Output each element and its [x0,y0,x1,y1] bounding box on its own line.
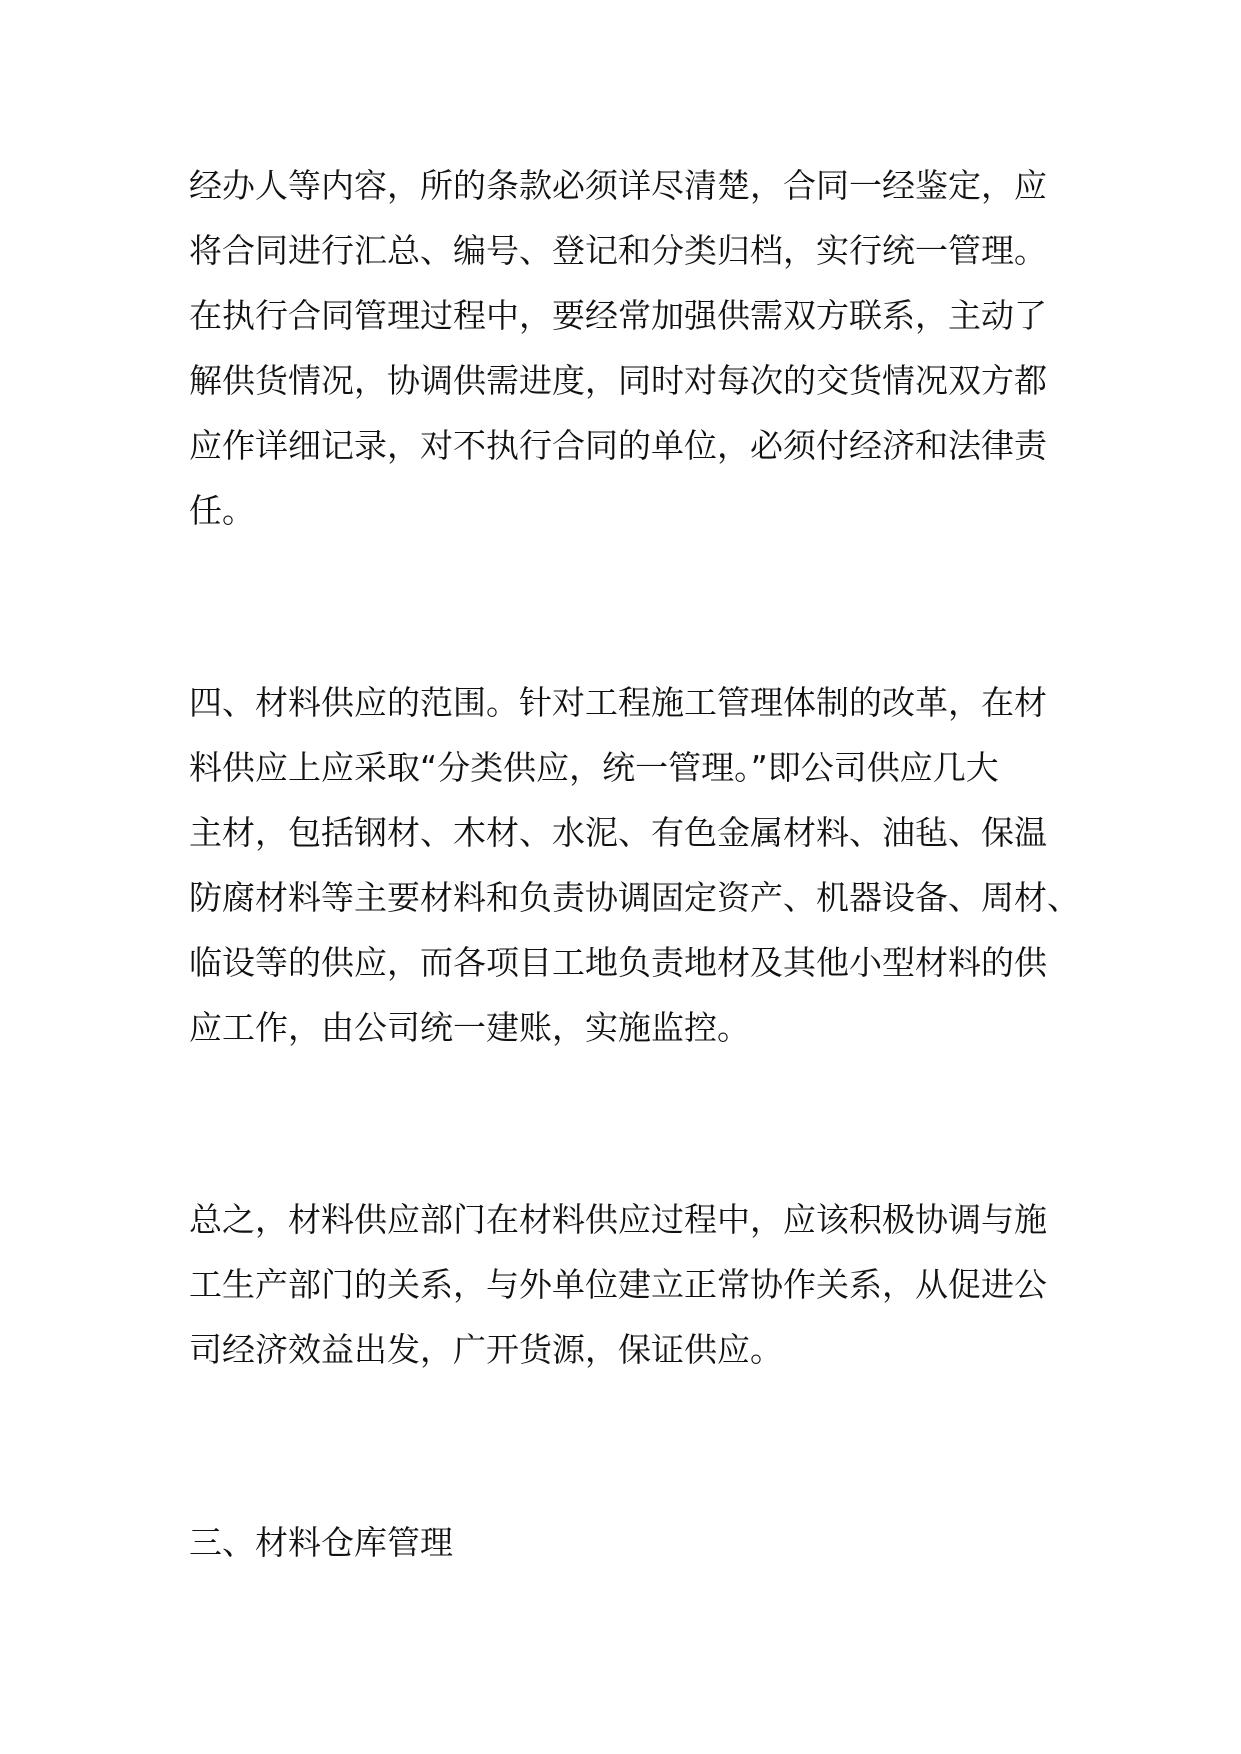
text-line: 工生产部门的关系，与外单位建立正常协作关系，从促进公 [189,1265,1047,1304]
section-heading [189,1510,1069,1575]
paragraph-contract-management [189,153,1069,543]
text-line: 应作详细记录，对不执行合同的单位，必须付经济和法律责 [189,426,1047,465]
text-line: 料供应上应采取“分类供应，统一管理。”即公司供应几大 [189,748,999,787]
text-line: 总之，材料供应部门在材料供应过程中，应该积极协调与施 [189,1200,1047,1239]
text-line: 主材，包括钢材、木材、水泥、有色金属材料、油毡、保温 [189,813,1047,852]
text-line: 经办人等内容，所的条款必须详尽清楚，合同一经鉴定，应 [189,166,1047,205]
text-line: 司经济效益出发，广开货源，保证供应。 [189,1330,783,1369]
text-line: 解供货情况，协调供需进度，同时对每次的交货情况双方都 [189,361,1047,400]
text-line: 将合同进行汇总、编号、登记和分类归档，实行统一管理。 [189,231,1047,270]
paragraph-summary [189,1187,1069,1382]
text-line: 在执行合同管理过程中，要经常加强供需双方联系，主动了 [189,296,1047,335]
text-line: 四、材料供应的范围。针对工程施工管理体制的改革，在材 [189,683,1047,722]
paragraph-supply-scope [189,670,1080,1060]
text-line: 任。 [189,491,255,530]
heading-text: 三、材料仓库管理 [189,1523,453,1562]
text-line: 应工作，由公司统一建账，实施监控。 [189,1008,750,1047]
text-line: 防腐材料等主要材料和负责协调固定资产、机器设备、周材、 [189,878,1080,917]
text-line: 临设等的供应，而各项目工地负责地材及其他小型材料的供 [189,943,1047,982]
